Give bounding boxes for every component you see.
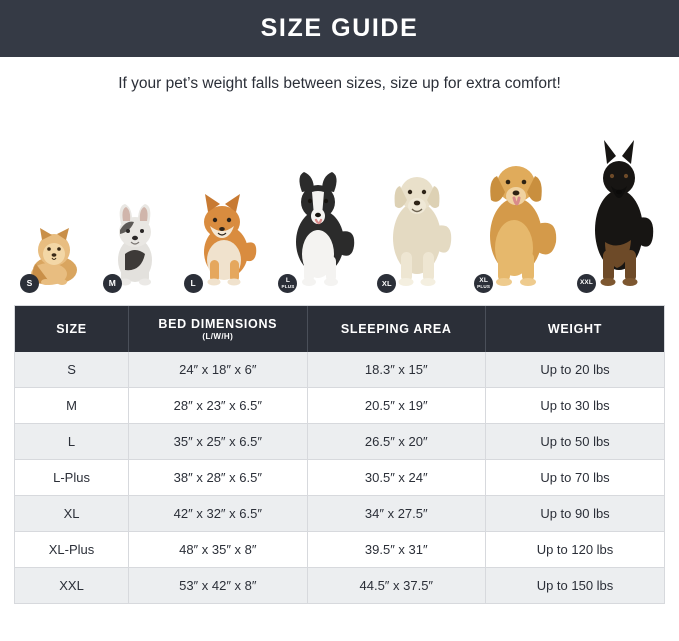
- dog-cell-m: [105, 111, 165, 291]
- cell-sleep: 26.5″ x 20″: [307, 424, 485, 460]
- cell-weight: Up to 50 lbs: [486, 424, 665, 460]
- cell-size: S: [15, 352, 129, 388]
- cell-weight: Up to 30 lbs: [486, 388, 665, 424]
- column-header-sleeping-area: [307, 306, 485, 352]
- size-badge-xl-plus-label: XL: [479, 276, 489, 284]
- labrador-icon: [379, 148, 455, 291]
- column-header-bed-dimensions-sub: (L/W/H): [202, 332, 234, 341]
- page-title: SIZE GUIDE: [260, 14, 419, 42]
- table-body: [15, 352, 664, 604]
- header-bar: [0, 0, 679, 57]
- size-badge-m: [103, 274, 122, 293]
- table-row: [15, 460, 664, 496]
- table-header: [15, 306, 664, 352]
- cell-weight: Up to 120 lbs: [486, 532, 665, 568]
- size-badge-xl-plus: [474, 274, 493, 293]
- table-row: [15, 352, 664, 388]
- cell-size: XXL: [15, 568, 129, 604]
- shiba-inu-icon: [186, 182, 260, 291]
- column-header-weight-label: WEIGHT: [547, 322, 603, 336]
- pomeranian-icon: [22, 214, 84, 291]
- dog-cell-xl: [379, 111, 455, 291]
- column-header-sleeping-area-label: SLEEPING AREA: [340, 322, 452, 336]
- table-row: [15, 388, 664, 424]
- dog-size-illustrations: [14, 111, 665, 291]
- column-header-weight: [486, 306, 665, 352]
- cell-weight: Up to 150 lbs: [486, 568, 665, 604]
- size-badge-xxl: [577, 274, 596, 293]
- border-collie-icon: [280, 158, 358, 291]
- column-header-bed-dimensions: [129, 306, 307, 352]
- cell-bed: 24″ x 18″ x 6″: [129, 352, 307, 388]
- table-row: [15, 532, 664, 568]
- size-badge-l-plus: [278, 274, 297, 293]
- cell-bed: 42″ x 32″ x 6.5″: [129, 496, 307, 532]
- cell-size: L-Plus: [15, 460, 129, 496]
- cell-size: XL: [15, 496, 129, 532]
- size-badge-xl-label: XL: [381, 278, 392, 288]
- size-badge-l-plus-label: L: [285, 276, 291, 284]
- table-row: [15, 424, 664, 460]
- table-row: [15, 568, 664, 604]
- cell-sleep: 30.5″ x 24″: [307, 460, 485, 496]
- cell-bed: 53″ x 42″ x 8″: [129, 568, 307, 604]
- cell-sleep: 34″ x 27.5″: [307, 496, 485, 532]
- dog-cell-s: [22, 111, 84, 291]
- cell-size: M: [15, 388, 129, 424]
- cell-sleep: 44.5″ x 37.5″: [307, 568, 485, 604]
- cell-bed: 48″ x 35″ x 8″: [129, 532, 307, 568]
- size-chart-table: [15, 306, 664, 604]
- cell-weight: Up to 20 lbs: [486, 352, 665, 388]
- dog-cell-xl-plus: [476, 111, 558, 291]
- cell-bed: 35″ x 25″ x 6.5″: [129, 424, 307, 460]
- column-header-size-label: SIZE: [56, 322, 87, 336]
- golden-retriever-icon: [476, 144, 558, 291]
- cell-bed: 28″ x 23″ x 6.5″: [129, 388, 307, 424]
- french-bulldog-icon: [105, 194, 165, 291]
- size-badge-m-label: M: [108, 278, 116, 289]
- size-badge-s: [20, 274, 39, 293]
- size-chart-table-wrap: [14, 305, 665, 604]
- dog-cell-l: [186, 111, 260, 291]
- doberman-icon: [579, 134, 657, 291]
- size-badge-l-label: L: [190, 278, 196, 289]
- cell-sleep: 20.5″ x 19″: [307, 388, 485, 424]
- cell-size: XL-Plus: [15, 532, 129, 568]
- cell-sleep: 18.3″ x 15″: [307, 352, 485, 388]
- size-badge-s-label: S: [26, 278, 33, 289]
- cell-sleep: 39.5″ x 31″: [307, 532, 485, 568]
- dog-cell-xxl: [579, 111, 657, 291]
- size-badge-l: [184, 274, 203, 293]
- column-header-size: [15, 306, 129, 352]
- subtitle-text: If your pet’s weight falls between sizes, size up for extra comfort!: [118, 75, 561, 92]
- subtitle-row: [0, 57, 679, 111]
- size-badge-xl: [377, 274, 396, 293]
- table-header-row: [15, 306, 664, 352]
- size-badge-xl-plus-sub: PLUS: [477, 283, 491, 289]
- cell-weight: Up to 70 lbs: [486, 460, 665, 496]
- cell-size: L: [15, 424, 129, 460]
- table-row: [15, 496, 664, 532]
- dog-cell-l-plus: [280, 111, 358, 291]
- size-badge-l-plus-sub: PLUS: [281, 283, 295, 289]
- cell-weight: Up to 90 lbs: [486, 496, 665, 532]
- size-badge-xxl-label: XXL: [579, 279, 593, 287]
- cell-bed: 38″ x 28″ x 6.5″: [129, 460, 307, 496]
- column-header-bed-dimensions-label: BED DIMENSIONS: [158, 317, 278, 331]
